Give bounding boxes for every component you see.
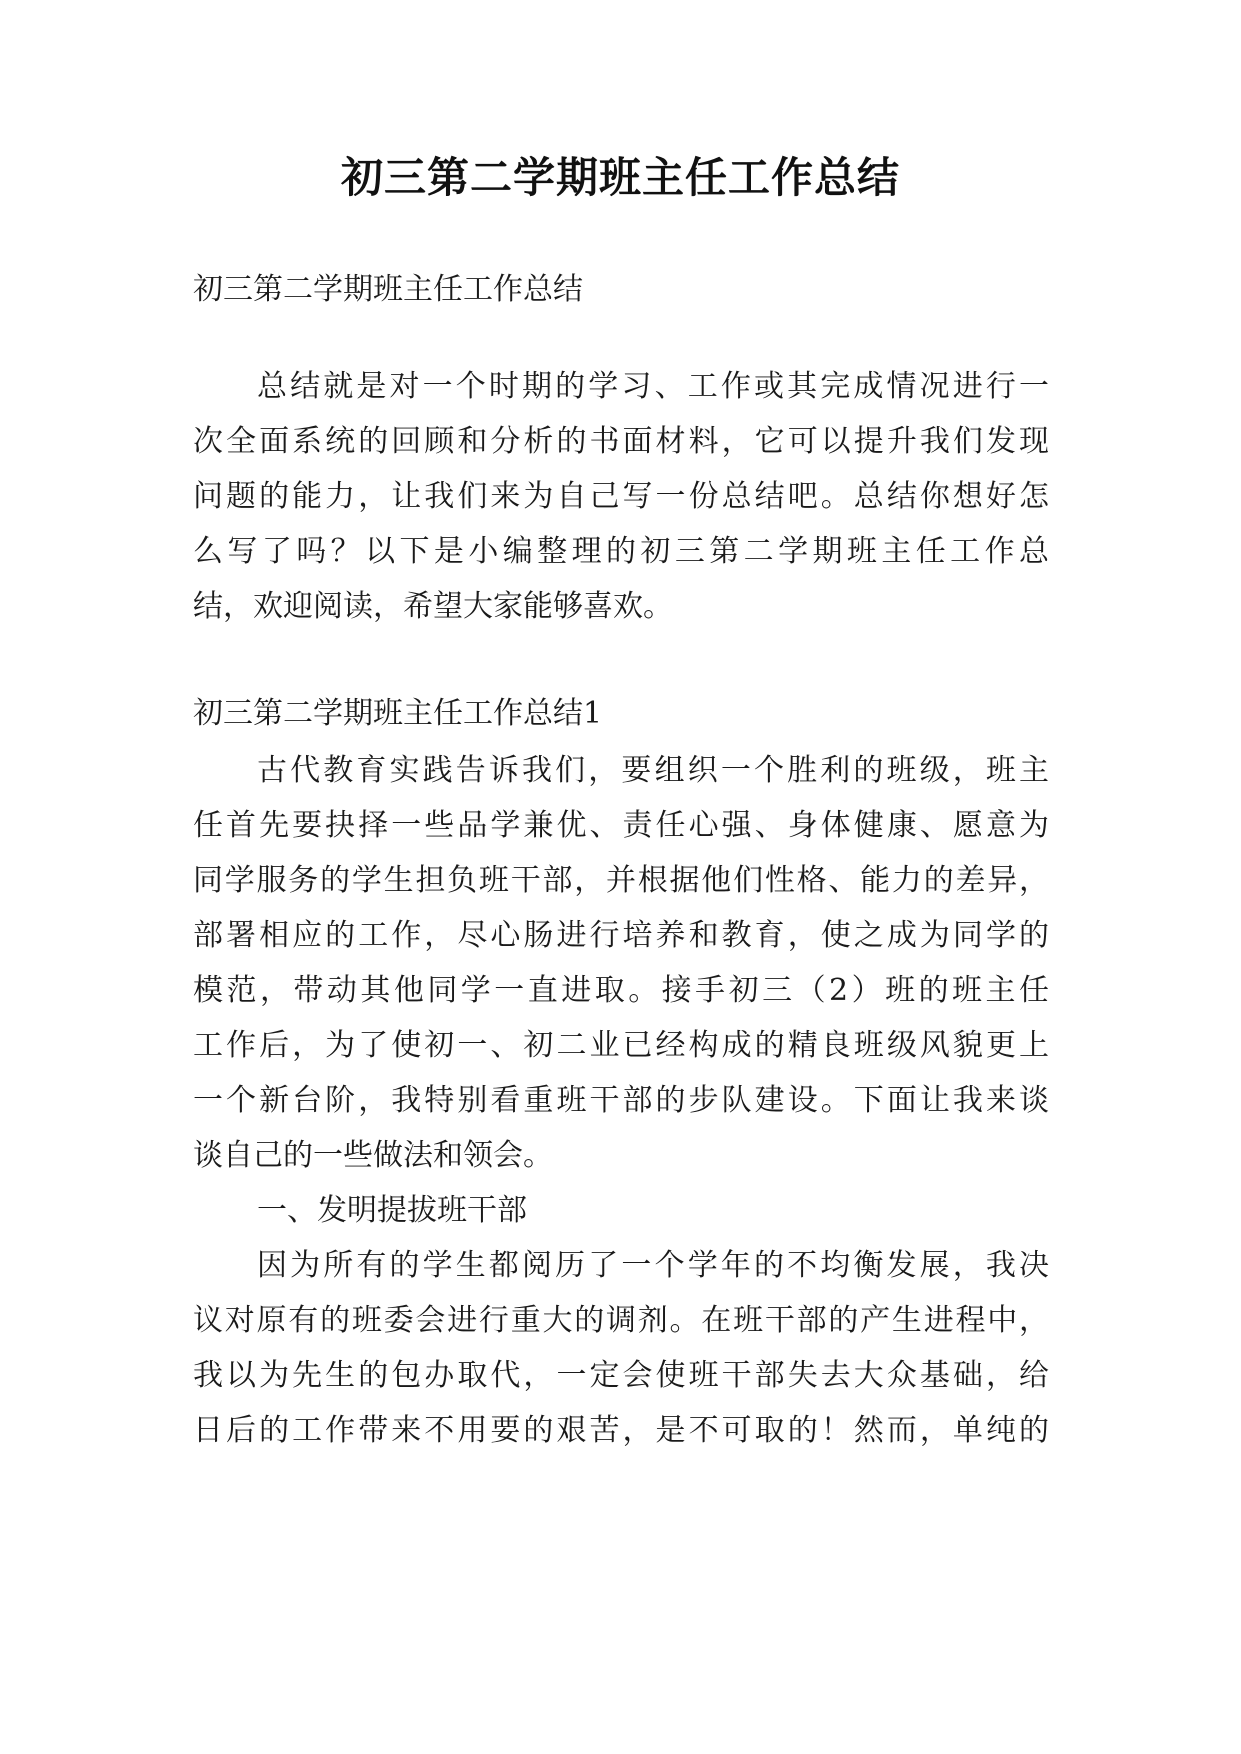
point-line: 我以为先生的包办取代，一定会使班干部失去大众基础，给 xyxy=(193,1358,1049,1393)
section-line: 一个新台阶，我特别看重班干部的步队建设。下面让我来谈 xyxy=(193,1083,1049,1118)
section-line: 谈自己的一些做法和领会。 xyxy=(193,1138,553,1173)
section-line: 模范，带动其他同学一直进取。接手初三（2）班的班主任 xyxy=(193,973,1049,1008)
intro-line: 结，欢迎阅读，希望大家能够喜欢。 xyxy=(193,589,673,624)
section-heading: 初三第二学期班主任工作总结1 xyxy=(193,696,603,731)
point-line: 议对原有的班委会进行重大的调剂。在班干部的产生进程中， xyxy=(193,1303,1049,1338)
section-line: 古代教育实践告诉我们，要组织一个胜利的班级，班主 xyxy=(257,753,1049,788)
section-line: 同学服务的学生担负班干部，并根据他们性格、能力的差异， xyxy=(193,863,1049,898)
point-line: 日后的工作带来不用要的艰苦，是不可取的！然而，单纯的 xyxy=(193,1413,1049,1448)
intro-line: 么写了吗？以下是小编整理的初三第二学期班主任工作总 xyxy=(193,534,1049,569)
document-title: 初三第二学期班主任工作总结 xyxy=(340,153,900,202)
intro-line: 次全面系统的回顾和分析的书面材料，它可以提升我们发现 xyxy=(193,424,1049,459)
section-line: 工作后，为了使初一、初二业已经构成的精良班级风貌更上 xyxy=(193,1028,1049,1063)
section-line: 部署相应的工作，尽心肠进行培养和教育，使之成为同学的 xyxy=(193,918,1049,953)
section-line: 任首先要抉择一些品学兼优、责任心强、身体健康、愿意为 xyxy=(193,808,1049,843)
point-heading: 一、发明提拔班干部 xyxy=(257,1193,527,1228)
document-subtitle: 初三第二学期班主任工作总结 xyxy=(193,272,583,307)
intro-line: 问题的能力，让我们来为自己写一份总结吧。总结你想好怎 xyxy=(193,479,1049,514)
intro-line: 总结就是对一个时期的学习、工作或其完成情况进行一 xyxy=(257,369,1049,404)
point-line: 因为所有的学生都阅历了一个学年的不均衡发展，我决 xyxy=(257,1248,1049,1283)
